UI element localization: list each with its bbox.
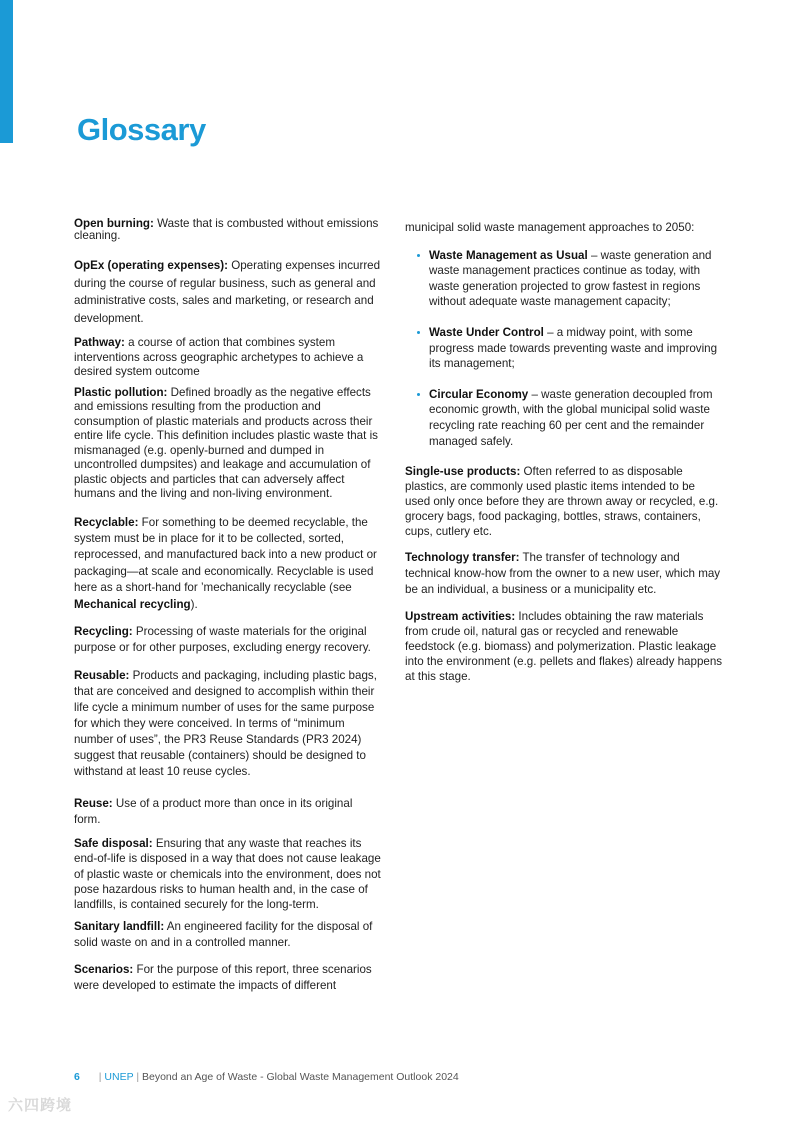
scenarios-continuation: municipal solid waste management approaches to 2050: (405, 221, 695, 234)
footer-separator: | (136, 1071, 140, 1083)
glossary-entry-pathway (74, 336, 381, 380)
footer-separator: | (98, 1071, 102, 1083)
glossary-definition: Ensuring that any waste that reaches its end-of-life is disposed in a way that does not cause leakage of plastic waste or chemicals into the environment, does not pose hazardous risks to human health and, in the case of landfills, is contained securely for the long-term. (74, 837, 381, 911)
glossary-entry-technology-transfer (405, 550, 723, 598)
glossary-term: Scenarios: (74, 963, 134, 977)
scenario-item (405, 387, 723, 449)
glossary-term: Sanitary landfill: (74, 920, 165, 934)
glossary-term: Open burning: (74, 217, 154, 230)
glossary-entry-opex (74, 257, 381, 327)
glossary-definition: Operating expenses incurred during the course of regular business, such as general and administrative costs, sales and marketing, or research and development. (74, 259, 381, 325)
footer-organization: UNEP (104, 1071, 134, 1083)
glossary-definition: Defined broadly as the negative effects and emissions resulting from the production and consumption of plastic materials and products across their entire life cycle. This definition includes plastic waste that is mismanaged (e.g. openly-burned and dumped in uncontrolled dumpsites) and leakage and accumulation of plastic objects and particles that can adversely affect humans and the living and non-living environment. (74, 385, 378, 500)
glossary-entry-plastic-pollution (74, 386, 381, 502)
glossary-entry-recycling (74, 624, 381, 656)
glossary-term: OpEx (operating expenses): (74, 259, 228, 272)
glossary-entry-scenarios (74, 962, 381, 994)
watermark: 六四跨境 (8, 1097, 73, 1114)
glossary-definition: Often referred to as disposable plastics, are commonly used plastic items intended to be used only once before they are thrown away or recycled, e.g. grocery bags, food packaging, bottles, straws, containers, cups, cutlery etc. (405, 465, 719, 539)
glossary-definition: Products and packaging, including plastic bags, that are conceived and designed to accomplish within their life cycle a minimum number of uses for the same purpose for which they were conceived. In terms of “minimum number of uses”, the PR3 Reuse Standards (PR3 2024) suggest that reusable (containers) should be designed to withstand at least 10 reuse cycles. (74, 668, 377, 778)
glossary-definition: Waste that is combusted without emissions cleaning. (74, 217, 379, 242)
glossary-definition: a course of action that combines system interventions across geographic archetypes to achieve a desired system outcome (74, 336, 364, 378)
glossary-entry-sanitary-landfill (74, 919, 381, 951)
page-footer (74, 1071, 459, 1083)
glossary-definition: The transfer of technology and technical know-how from the owner to a new user, which may be an individual, a business or a municipality etc. (405, 551, 721, 597)
scenario-list (405, 248, 723, 450)
scenario-item (405, 325, 723, 372)
cross-reference-mechanical-recycling: Mechanical recycling (74, 597, 191, 611)
glossary-definition: Use of a product more than once in its original form. (74, 796, 353, 826)
accent-bar (0, 0, 13, 143)
page-number: 6 (74, 1071, 80, 1083)
glossary-entry-reuse (74, 796, 381, 827)
scenario-name: Circular Economy (429, 387, 529, 401)
glossary-right-column (405, 220, 723, 684)
scenario-description: – waste generation and waste management practices continue as today, with waste generation projected to grow fastest in regions without adequate waste management capacity; (429, 248, 712, 309)
glossary-entry-recyclable (74, 515, 381, 613)
glossary-term: Pathway: (74, 336, 125, 349)
footer-publication-title: Beyond an Age of Waste - Global Waste Management Outlook 2024 (141, 1071, 459, 1083)
scenario-name: Waste Management as Usual (429, 248, 588, 262)
glossary-term: Safe disposal: (74, 837, 153, 851)
glossary-definition: An engineered facility for the disposal of solid waste on and in a controlled manner. (74, 920, 373, 950)
glossary-term: Reusable: (74, 668, 130, 682)
glossary-definition: For the purpose of this report, three scenarios were developed to estimate the impacts of different (74, 963, 372, 993)
glossary-term: Technology transfer: (405, 551, 520, 565)
glossary-term: Single-use products: (405, 465, 521, 479)
scenario-description: – a midway point, with some progress made towards preventing waste and improving its management; (429, 325, 718, 371)
glossary-definition: Processing of waste materials for the original purpose or for other purposes, excluding energy recovery. (74, 624, 371, 654)
scenario-name: Waste Under Control (429, 325, 544, 339)
glossary-definition: Includes obtaining the raw materials from crude oil, natural gas or recycled and renewable feedstock (e.g. biomass) and polymerization. Plastic leakage into the environment (e.g. pellets and flakes) already happens at this stage. (405, 610, 723, 684)
glossary-definition: For something to be deemed recyclable, the system must be in place for it to be collected, sorted, reprocessed, and manufactured back into a new product or packaging—at scale and economically. Recyclable is used here as a short-hand for ’mechanically recyclable (see (74, 515, 377, 595)
glossary-term: Plastic pollution: (74, 385, 168, 399)
scenario-item (405, 248, 723, 310)
glossary-left-column (74, 218, 381, 994)
glossary-term: Recyclable: (74, 515, 139, 529)
glossary-term: Recycling: (74, 624, 133, 638)
glossary-entry-upstream-activities (405, 609, 723, 684)
glossary-entry-open-burning (74, 218, 381, 242)
glossary-definition-tail: ). (190, 597, 198, 611)
scenario-description: – waste generation decoupled from economic growth, with the global municipal solid waste recycling rate reaching 60 per cent and the remainder managed safely. (429, 387, 713, 448)
page-title: Glossary (77, 112, 206, 147)
glossary-entry-single-use-products (405, 464, 723, 539)
glossary-term: Upstream activities: (405, 610, 516, 624)
glossary-term: Reuse: (74, 796, 113, 810)
glossary-entry-reusable (74, 668, 381, 780)
glossary-entry-safe-disposal (74, 836, 381, 912)
